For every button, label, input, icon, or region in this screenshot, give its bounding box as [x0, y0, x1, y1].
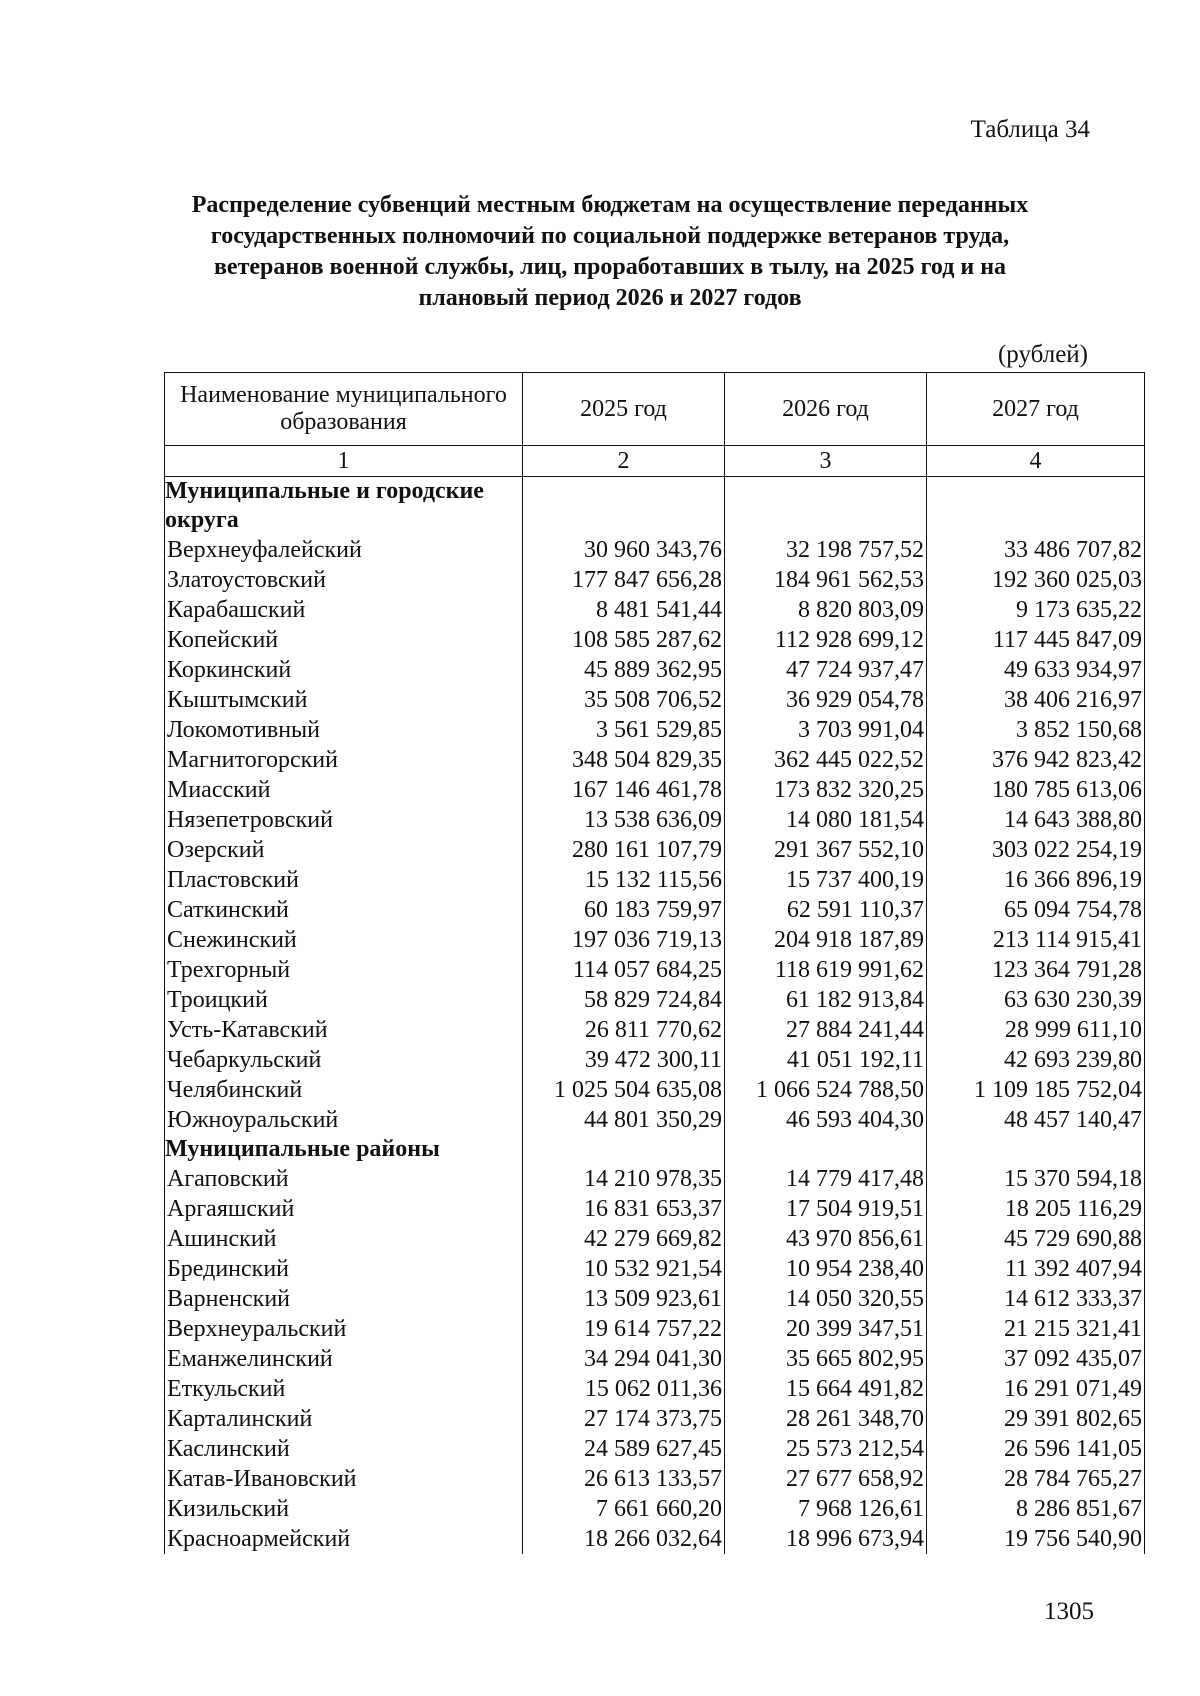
value-2026: 3 703 991,04: [725, 715, 927, 745]
municipality-name: Еткульский: [165, 1374, 523, 1404]
value-2026: 36 929 054,78: [725, 685, 927, 715]
value-2027: 49 633 934,97: [927, 655, 1145, 685]
municipality-name: Ашинский: [165, 1224, 523, 1254]
value-2027: 15 370 594,18: [927, 1164, 1145, 1194]
empty-cell: [523, 477, 725, 536]
value-2025: 114 057 684,25: [523, 955, 725, 985]
value-2027: 18 205 116,29: [927, 1194, 1145, 1224]
title-line: ветеранов военной службы, лиц, проработавших в тылу, на 2025 год и на: [213, 254, 1007, 280]
value-2026: 47 724 937,47: [725, 655, 927, 685]
title-line: Распределение субвенций местным бюджетам на осуществление переданных: [191, 192, 1029, 218]
value-2026: 14 050 320,55: [725, 1284, 927, 1314]
value-2025: 26 811 770,62: [523, 1015, 725, 1045]
value-2026: 10 954 238,40: [725, 1254, 927, 1284]
municipality-name: Катав-Ивановский: [165, 1464, 523, 1494]
municipality-name: Озерский: [165, 835, 523, 865]
value-2025: 15 062 011,36: [523, 1374, 725, 1404]
value-2027: 1 109 185 752,04: [927, 1075, 1145, 1105]
value-2027: 303 022 254,19: [927, 835, 1145, 865]
empty-cell: [523, 1135, 725, 1164]
empty-cell: [725, 477, 927, 536]
table-row: [165, 1284, 1145, 1314]
column-number: 4: [927, 446, 1145, 477]
value-2027: 213 114 915,41: [927, 925, 1145, 955]
table-row: [165, 805, 1145, 835]
value-2025: 1 025 504 635,08: [523, 1075, 725, 1105]
value-2027: 45 729 690,88: [927, 1224, 1145, 1254]
table-row: [165, 835, 1145, 865]
municipality-name: Снежинский: [165, 925, 523, 955]
value-2027: 376 942 823,42: [927, 745, 1145, 775]
table-row: [165, 985, 1145, 1015]
header-name: Наименование муниципального образования: [165, 373, 523, 446]
subvention-table: [164, 372, 1145, 1554]
table-row: [165, 535, 1145, 565]
value-2027: 117 445 847,09: [927, 625, 1145, 655]
value-2025: 30 960 343,76: [523, 535, 725, 565]
empty-cell: [725, 1135, 927, 1164]
municipality-name: Пластовский: [165, 865, 523, 895]
table-header-row: [165, 373, 1145, 446]
table-row: [165, 925, 1145, 955]
value-2027: 180 785 613,06: [927, 775, 1145, 805]
value-2025: 39 472 300,11: [523, 1045, 725, 1075]
value-2025: 44 801 350,29: [523, 1105, 725, 1135]
value-2026: 25 573 212,54: [725, 1434, 927, 1464]
table-row: [165, 1194, 1145, 1224]
table-row: [165, 1374, 1145, 1404]
column-number: 1: [165, 446, 523, 477]
value-2025: 177 847 656,28: [523, 565, 725, 595]
value-2027: 8 286 851,67: [927, 1494, 1145, 1524]
value-2026: 20 399 347,51: [725, 1314, 927, 1344]
value-2027: 63 630 230,39: [927, 985, 1145, 1015]
municipality-name: Копейский: [165, 625, 523, 655]
value-2025: 3 561 529,85: [523, 715, 725, 745]
value-2026: 7 968 126,61: [725, 1494, 927, 1524]
municipality-name: Карабашский: [165, 595, 523, 625]
value-2025: 60 183 759,97: [523, 895, 725, 925]
value-2025: 197 036 719,13: [523, 925, 725, 955]
municipality-name: Варненский: [165, 1284, 523, 1314]
value-2026: 184 961 562,53: [725, 565, 927, 595]
value-2026: 28 261 348,70: [725, 1404, 927, 1434]
document-title: [150, 190, 1070, 314]
value-2026: 35 665 802,95: [725, 1344, 927, 1374]
municipality-name: Коркинский: [165, 655, 523, 685]
empty-cell: [927, 477, 1145, 536]
page-number: 1305: [1044, 1598, 1094, 1625]
table-row: [165, 1105, 1145, 1135]
value-2026: 46 593 404,30: [725, 1105, 927, 1135]
municipality-name: Чебаркульский: [165, 1045, 523, 1075]
value-2025: 10 532 921,54: [523, 1254, 725, 1284]
value-2026: 27 677 658,92: [725, 1464, 927, 1494]
value-2026: 15 664 491,82: [725, 1374, 927, 1404]
table-row: [165, 1314, 1145, 1344]
value-2027: 14 643 388,80: [927, 805, 1145, 835]
table-row: [165, 565, 1145, 595]
table-row: [165, 1224, 1145, 1254]
value-2026: 118 619 991,62: [725, 955, 927, 985]
value-2026: 61 182 913,84: [725, 985, 927, 1015]
municipality-name: Саткинский: [165, 895, 523, 925]
value-2026: 1 066 524 788,50: [725, 1075, 927, 1105]
table-row: [165, 1045, 1145, 1075]
municipality-name: Магнитогорский: [165, 745, 523, 775]
value-2026: 62 591 110,37: [725, 895, 927, 925]
value-2027: 192 360 025,03: [927, 565, 1145, 595]
value-2027: 65 094 754,78: [927, 895, 1145, 925]
value-2026: 27 884 241,44: [725, 1015, 927, 1045]
municipality-name: Агаповский: [165, 1164, 523, 1194]
table-row: [165, 745, 1145, 775]
municipality-name: Локомотивный: [165, 715, 523, 745]
value-2025: 167 146 461,78: [523, 775, 725, 805]
value-2025: 280 161 107,79: [523, 835, 725, 865]
table-row: [165, 625, 1145, 655]
table-row: [165, 895, 1145, 925]
municipality-name: Каслинский: [165, 1434, 523, 1464]
municipality-name: Южноуральский: [165, 1105, 523, 1135]
value-2025: 42 279 669,82: [523, 1224, 725, 1254]
value-2025: 58 829 724,84: [523, 985, 725, 1015]
value-2027: 42 693 239,80: [927, 1045, 1145, 1075]
value-2027: 16 366 896,19: [927, 865, 1145, 895]
value-2025: 13 509 923,61: [523, 1284, 725, 1314]
value-2025: 14 210 978,35: [523, 1164, 725, 1194]
value-2027: 28 784 765,27: [927, 1464, 1145, 1494]
table-row: [165, 1254, 1145, 1284]
value-2025: 45 889 362,95: [523, 655, 725, 685]
value-2027: 37 092 435,07: [927, 1344, 1145, 1374]
units-label: (рублей): [997, 341, 1088, 368]
table-row: [165, 685, 1145, 715]
value-2025: 16 831 653,37: [523, 1194, 725, 1224]
value-2026: 173 832 320,25: [725, 775, 927, 805]
section-header-row: [165, 477, 1145, 536]
header-2027: 2027 год: [927, 373, 1145, 446]
municipality-name: Троицкий: [165, 985, 523, 1015]
table-row: [165, 1524, 1145, 1554]
value-2027: 123 364 791,28: [927, 955, 1145, 985]
title-line: плановый период 2026 и 2027 годов: [418, 285, 802, 311]
value-2027: 29 391 802,65: [927, 1404, 1145, 1434]
table-row: [165, 655, 1145, 685]
value-2025: 35 508 706,52: [523, 685, 725, 715]
value-2025: 108 585 287,62: [523, 625, 725, 655]
table-row: [165, 595, 1145, 625]
title-line: государственных полномочий по социальной поддержке ветеранов труда,: [210, 223, 1010, 249]
value-2025: 18 266 032,64: [523, 1524, 725, 1554]
municipality-name: Миасский: [165, 775, 523, 805]
section-title: Муниципальные и городские округа: [165, 477, 523, 536]
municipality-name: Трехгорный: [165, 955, 523, 985]
table-row: [165, 1494, 1145, 1524]
value-2025: 26 613 133,57: [523, 1464, 725, 1494]
value-2027: 21 215 321,41: [927, 1314, 1145, 1344]
municipality-name: Усть-Катавский: [165, 1015, 523, 1045]
municipality-name: Карталинский: [165, 1404, 523, 1434]
value-2026: 32 198 757,52: [725, 535, 927, 565]
value-2025: 13 538 636,09: [523, 805, 725, 835]
value-2026: 41 051 192,11: [725, 1045, 927, 1075]
value-2027: 28 999 611,10: [927, 1015, 1145, 1045]
value-2026: 15 737 400,19: [725, 865, 927, 895]
value-2025: 15 132 115,56: [523, 865, 725, 895]
table-row: [165, 1404, 1145, 1434]
value-2027: 19 756 540,90: [927, 1524, 1145, 1554]
value-2026: 204 918 187,89: [725, 925, 927, 955]
value-2026: 18 996 673,94: [725, 1524, 927, 1554]
value-2026: 43 970 856,61: [725, 1224, 927, 1254]
table-row: [165, 1015, 1145, 1045]
value-2026: 14 080 181,54: [725, 805, 927, 835]
table-row: [165, 1434, 1145, 1464]
municipality-name: Верхнеуфалейский: [165, 535, 523, 565]
municipality-name: Нязепетровский: [165, 805, 523, 835]
header-2025: 2025 год: [523, 373, 725, 446]
value-2026: 112 928 699,12: [725, 625, 927, 655]
value-2025: 27 174 373,75: [523, 1404, 725, 1434]
municipality-name: Еманжелинский: [165, 1344, 523, 1374]
municipality-name: Верхнеуральский: [165, 1314, 523, 1344]
value-2026: 291 367 552,10: [725, 835, 927, 865]
value-2026: 17 504 919,51: [725, 1194, 927, 1224]
value-2025: 7 661 660,20: [523, 1494, 725, 1524]
municipality-name: Златоустовский: [165, 565, 523, 595]
value-2027: 16 291 071,49: [927, 1374, 1145, 1404]
value-2027: 11 392 407,94: [927, 1254, 1145, 1284]
value-2027: 26 596 141,05: [927, 1434, 1145, 1464]
municipality-name: Челябинский: [165, 1075, 523, 1105]
section-title: Муниципальные районы: [165, 1135, 523, 1164]
table-row: [165, 715, 1145, 745]
municipality-name: Кыштымский: [165, 685, 523, 715]
table-row: [165, 955, 1145, 985]
table-row: [165, 865, 1145, 895]
value-2027: 3 852 150,68: [927, 715, 1145, 745]
value-2026: 8 820 803,09: [725, 595, 927, 625]
table-row: [165, 1164, 1145, 1194]
municipality-name: Красноармейский: [165, 1524, 523, 1554]
value-2025: 348 504 829,35: [523, 745, 725, 775]
municipality-name: Кизильский: [165, 1494, 523, 1524]
table-number-label: Таблица 34: [970, 116, 1090, 143]
value-2027: 48 457 140,47: [927, 1105, 1145, 1135]
municipality-name: Брединский: [165, 1254, 523, 1284]
table-row: [165, 1464, 1145, 1494]
value-2027: 9 173 635,22: [927, 595, 1145, 625]
value-2025: 19 614 757,22: [523, 1314, 725, 1344]
value-2025: 8 481 541,44: [523, 595, 725, 625]
value-2026: 14 779 417,48: [725, 1164, 927, 1194]
column-number-row: [165, 446, 1145, 477]
value-2027: 14 612 333,37: [927, 1284, 1145, 1314]
value-2026: 362 445 022,52: [725, 745, 927, 775]
column-number: 3: [725, 446, 927, 477]
table-row: [165, 775, 1145, 805]
column-number: 2: [523, 446, 725, 477]
municipality-name: Аргаяшский: [165, 1194, 523, 1224]
value-2025: 24 589 627,45: [523, 1434, 725, 1464]
table-row: [165, 1344, 1145, 1374]
section-header-row: [165, 1135, 1145, 1164]
header-2026: 2026 год: [725, 373, 927, 446]
value-2027: 38 406 216,97: [927, 685, 1145, 715]
value-2027: 33 486 707,82: [927, 535, 1145, 565]
value-2025: 34 294 041,30: [523, 1344, 725, 1374]
table-row: [165, 1075, 1145, 1105]
empty-cell: [927, 1135, 1145, 1164]
